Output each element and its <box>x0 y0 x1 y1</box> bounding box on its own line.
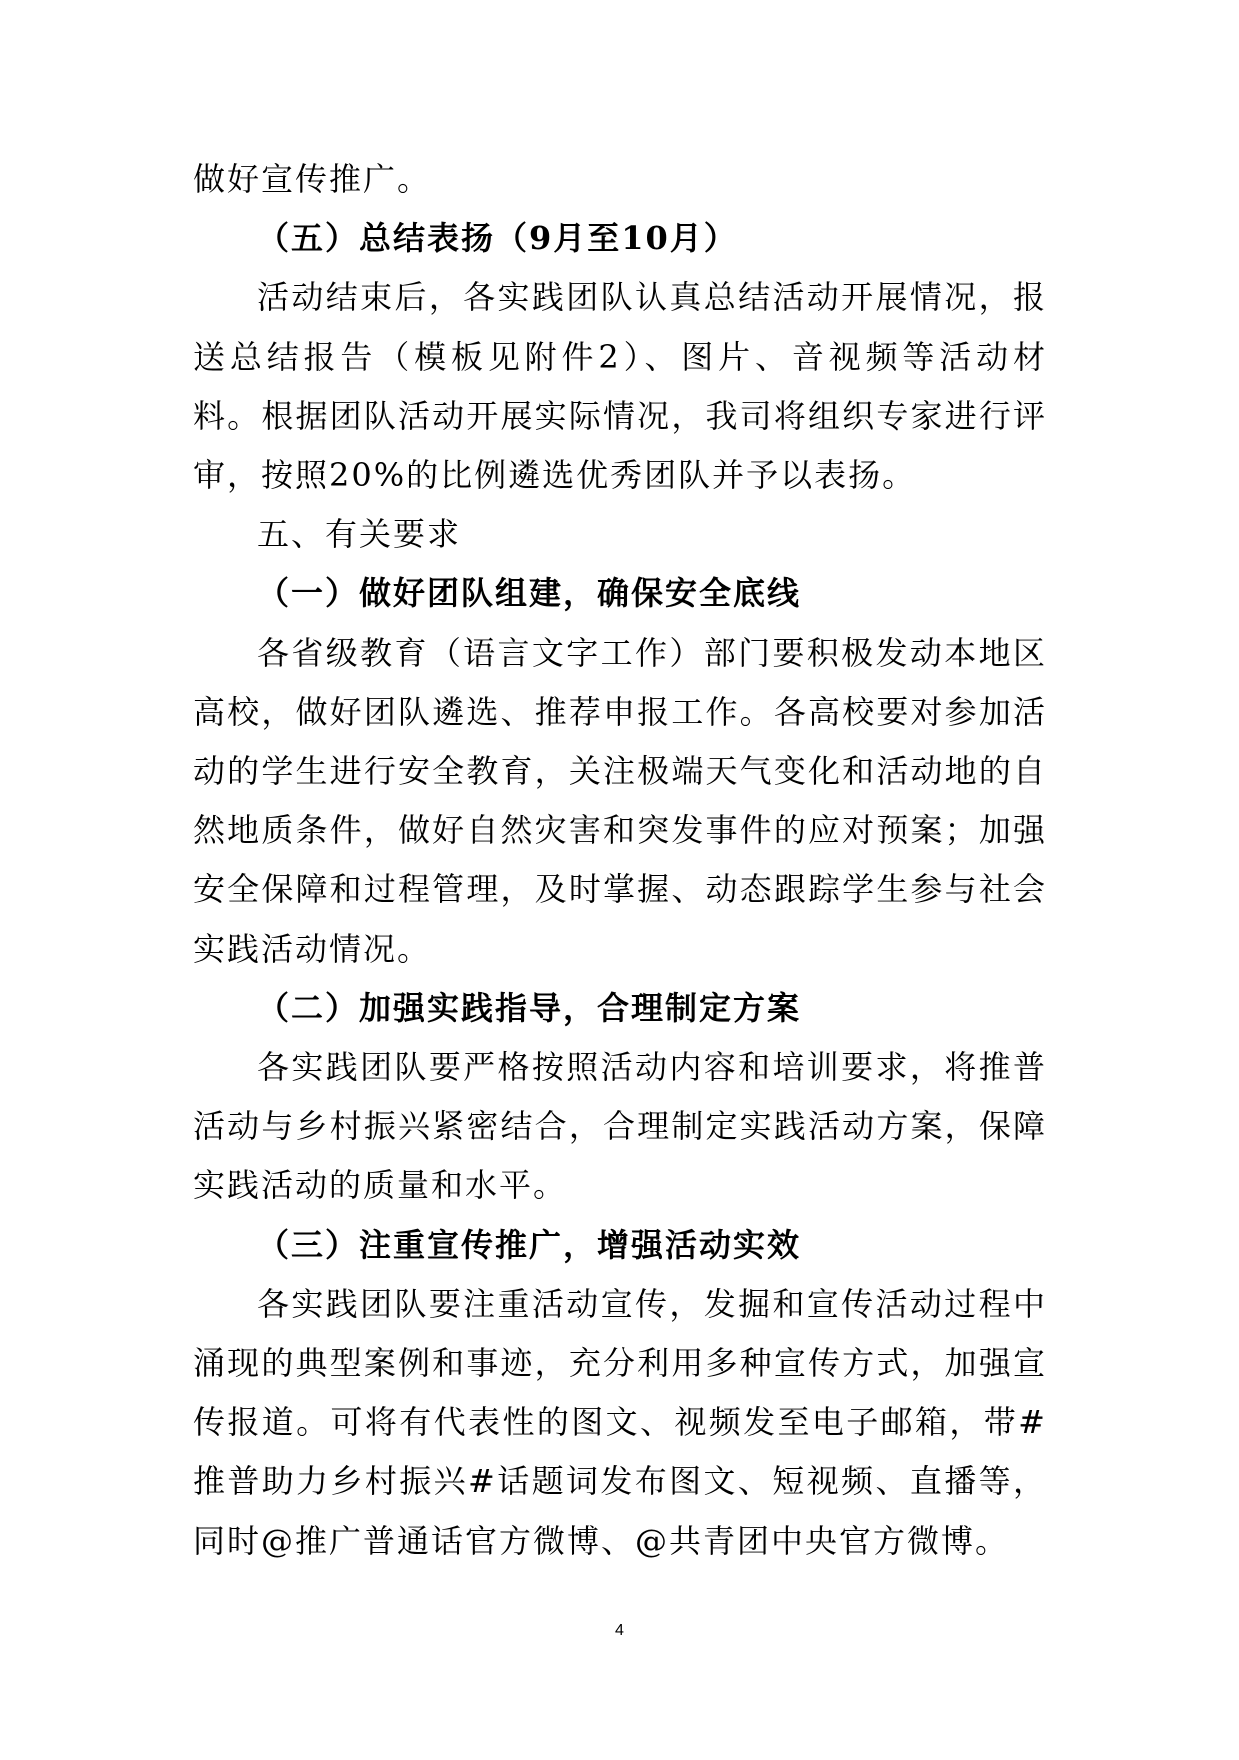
subheading-practice-guidance: （二）加强实践指导，合理制定方案 <box>257 988 802 1027</box>
subheading-publicity: （三）注重宣传推广，增强活动实效 <box>257 1225 802 1264</box>
section-heading-summary: （五）总结表扬（9月至10月） <box>257 219 738 258</box>
subheading-team-safety: （一）做好团队组建，确保安全底线 <box>257 574 802 613</box>
document-body <box>193 150 1047 1571</box>
practice-guidance-paragraph: 各实践团队要严格按照活动内容和培训要求，将推普活动与乡村振兴紧密结合，合理制定实践活动方案，保障实践活动的质量和水平。 <box>193 1048 1047 1205</box>
continuation-paragraph: 做好宣传推广。 <box>193 160 432 198</box>
page-number: 4 <box>615 1622 624 1639</box>
team-safety-paragraph: 各省级教育（语言文字工作）部门要积极发动本地区高校，做好团队遴选、推荐申报工作。各高校要对参加活动的学生进行安全教育，关注极端天气变化和活动地的自然地质条件，做好自然灾害和突发事件的应对预案；加强安全保障和过程管理，及时掌握、动态跟踪学生参与社会实践活动情况。 <box>193 633 1047 968</box>
publicity-paragraph: 各实践团队要注重活动宣传，发掘和宣传活动过程中涌现的典型案例和事迹，充分利用多种宣传方式，加强宣传报道。可将有代表性的图文、视频发至电子邮箱，带#推普助力乡村振兴#话题词发布图文、短视频、直播等，同时@推广普通话官方微博、@共青团中央官方微博。 <box>193 1284 1047 1560</box>
summary-paragraph: 活动结束后，各实践团队认真总结活动开展情况，报送总结报告（模板见附件2）、图片、音视频等活动材料。根据团队活动开展实际情况，我司将组织专家进行评审，按照20%的比例遴选优秀团队并予以表扬。 <box>193 278 1047 495</box>
section-heading-requirements: 五、有关要求 <box>257 515 462 554</box>
